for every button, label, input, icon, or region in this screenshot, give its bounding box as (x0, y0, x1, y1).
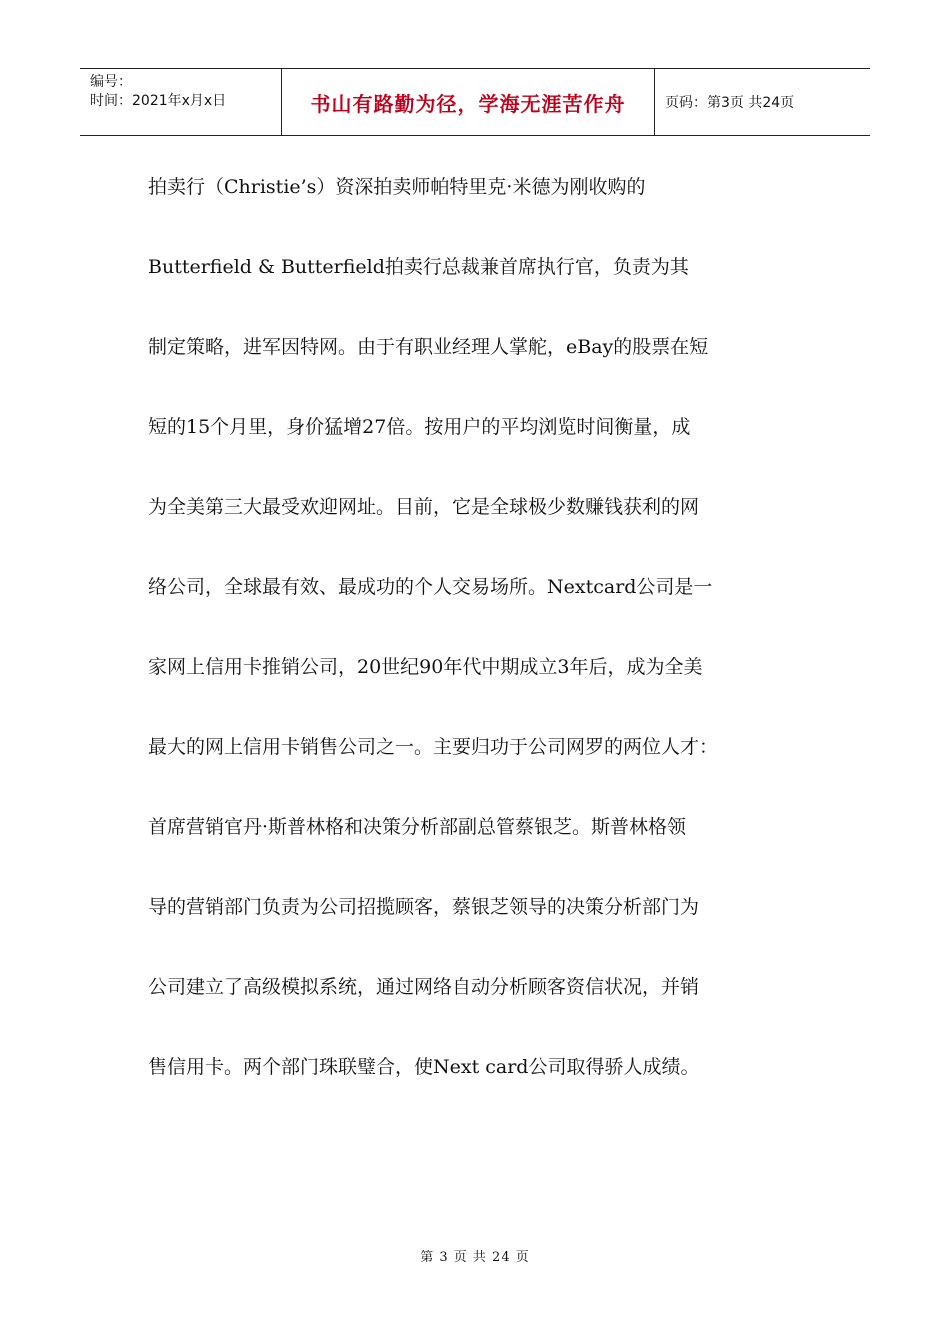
document-date-label: 时间：2021年x月x日 (90, 93, 227, 109)
body-line: 最大的网上信用卡销售公司之一。主要归功于公司网罗的两位人才： (148, 736, 719, 758)
document-number-label: 编号： (90, 74, 132, 90)
body-line: 公司建立了高级模拟系统，通过网络自动分析顾客资信状况，并销 (148, 976, 700, 998)
body-line: Butterfield & Butterfield拍卖行总裁兼首席执行官，负责为其 (148, 256, 689, 278)
header-page-indicator: 页码：第3页 共24页 (665, 95, 795, 111)
body-line: 制定策略，进军因特网。由于有职业经理人掌舵，eBay的股票在短 (148, 336, 709, 358)
body-line: 家网上信用卡推销公司，20世纪90年代中期成立3年后，成为全美 (148, 656, 703, 678)
body-line: 拍卖行（Christie’s）资深拍卖师帕特里克·米德为刚收购的 (148, 176, 646, 198)
document-header (80, 68, 870, 136)
header-meta-cell (80, 69, 282, 135)
page-footer: 第 3 页 共 24 页 (420, 1250, 530, 1265)
document-body (148, 164, 828, 1124)
body-line: 络公司，全球最有效、最成功的个人交易场所。Nextcard公司是一 (148, 576, 713, 598)
body-line: 短的15个月里，身价猛增27倍。按用户的平均浏览时间衡量，成 (148, 416, 691, 438)
body-line: 为全美第三大最受欢迎网址。目前，它是全球极少数赚钱获利的网 (148, 496, 700, 518)
body-line: 导的营销部门负责为公司招揽顾客，蔡银芝领导的决策分析部门为 (148, 896, 700, 918)
header-motto: 书山有路勤为径，学海无涯苦作舟 (282, 69, 655, 135)
body-line: 首席营销官丹·斯普林格和决策分析部副总管蔡银芝。斯普林格领 (148, 816, 687, 838)
body-line: 售信用卡。两个部门珠联璧合，使Next card公司取得骄人成绩。 (148, 1056, 700, 1078)
